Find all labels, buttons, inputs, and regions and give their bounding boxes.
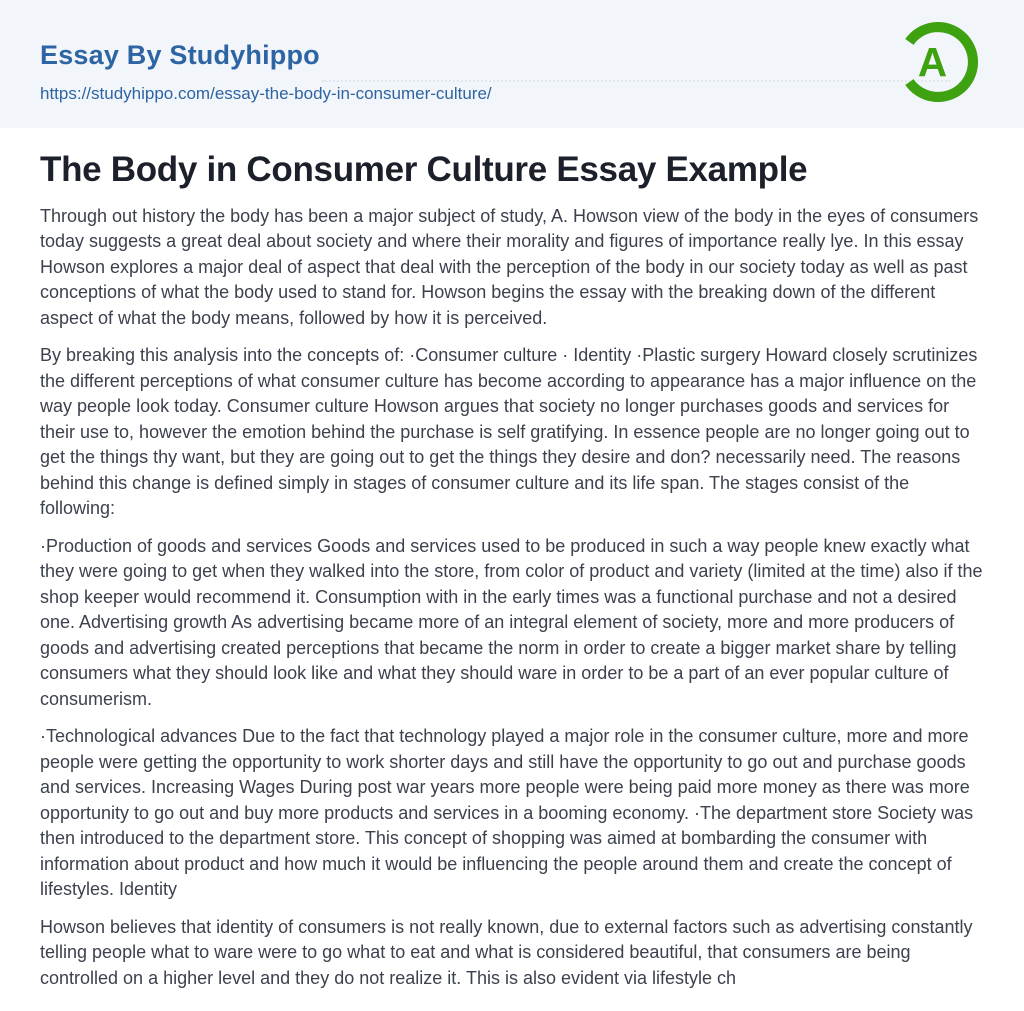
essay-paragraph: ·Technological advances Due to the fact that technology played a major role in the consumer culture, more and more people were getting the opportunity to work shorter days and still have the opportunity to go out and purchase goods and services. Increasing Wages During post war years more people were being paid more money as there was more opportunity to go out and buy more products and services in a booming economy. ·The department store Society was then introduced to the department store. This concept of shopping was aimed at bombarding the consumer with information about product and how much it would be influencing the people around them and create the concept of lifestyles. Identity [40,726,974,900]
essay-paragraph: Howson believes that identity of consumers is not really known, due to external factors such as advertising constantly telling people what to ware were to go what to eat and what is considered beautiful, that consumers are being controlled on a higher level and they do not realize it. This is also evident via lifestyle ch [40,916,973,988]
page-title: The Body in Consumer Culture Essay Example [40,150,808,189]
essay-paragraph: By breaking this analysis into the concepts of: ·Consumer culture · Identity ·Plastic surgery Howard closely scrutinizes the different perceptions of what consumer culture has become according to appearance has a major influence on the way people look today. Consumer culture Howson argues that society no longer purchases goods and services for their use to, however the emotion behind the purchase is self gratifying. In essence people are no longer going out to get the things thy want, but they are going out to get the things they desire and don? necessarily need. The reasons behind this change is defined simply in stages of consumer culture and its life span. The stages consist of the following: [40,345,978,519]
site-title: Essay By Studyhippo [40,40,320,70]
logo-arc-icon [892,16,984,108]
dotted-separator [322,80,950,82]
article-url-link[interactable]: https://studyhippo.com/essay-the-body-in-consumer-culture/ [40,84,492,103]
logo-letter: A [917,38,948,85]
studyhippo-logo [892,16,984,108]
essay-paragraph: ·Production of goods and services Goods and services used to be produced in such a way people knew exactly what they were going to get when they walked into the store, from color of product and variety (limited at the time) also if the shop keeper would recommend it. Consumption with in the early times was a functional purchase and not a desired one. Advertising growth As advertising became more of an integral element of society, more and more producers of goods and advertising created perceptions that became the norm in order to create a bigger market share by telling consumers what they should look like and what they should ware in order to be a part of an ever popular culture of consumerism. [40,535,983,709]
site-header [0,0,1024,128]
article-body [0,128,1024,991]
essay-paragraph: Through out history the body has been a major subject of study, A. Howson view of the body in the eyes of consumers today suggests a great deal about society and where their morality and figures of importance really lye. In this essay Howson explores a major deal of aspect that deal with the perception of the body in our society today as well as past conceptions of what the body used to stand for. Howson begins the essay with the breaking down of the different aspect of what the body means, followed by how it is perceived. [40,205,979,328]
